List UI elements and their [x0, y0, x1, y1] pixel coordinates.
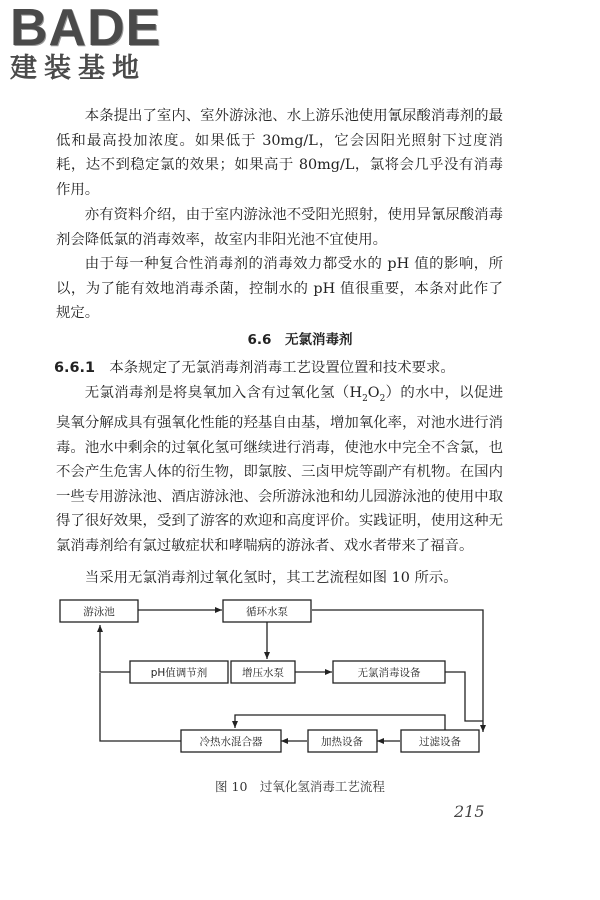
node-filter: [401, 730, 479, 752]
node-circulation-pump: [223, 600, 311, 622]
svg-text:冷热水混合器: 冷热水混合器: [199, 736, 263, 748]
paragraph-ph-control: 由于每一种复合性消毒剂的消毒效力都受水的 pH 值的影响，所以，为了能有效地消毒杀菌，控制水的 pH 值很重要，本条对此作了规定。: [56, 256, 503, 321]
paragraph-figure-reference: 当采用无氯消毒剂过氧化氢时，其工艺流程如图 10 所示。: [84, 570, 458, 586]
svg-text:无氯消毒设备: 无氯消毒设备: [357, 667, 421, 679]
clause-6-6-1: [54, 356, 503, 381]
section-title: 6.6 无氯消毒剂: [247, 332, 353, 348]
node-booster-pump: [231, 661, 295, 683]
paragraph-chlorine-free-intro: 无氯消毒剂是将臭氧加入含有过氧化氢$(H_2O_2)$的水中，以促进臭氧分解成具有强氧化性能的羟基自由基，增加氧化率，对池水进行消毒。池水中剩余的过氧化氢可继续进行消毒，使池水中完全不含氯，也不会产生危害人体的衍生物，即氯胺、三卤甲烷等副产有机物。在国内一些专用游泳池、酒店游泳池、会所游泳池和幼儿园游泳池的使用中取得了很好效果，受到了游客的欢迎和高度评价。实践证明，使用这种无氯消毒剂给有氯过敏症状和哮喘病的游泳者、戏水者带来了福音。: [56, 385, 503, 554]
clause-text: 本条规定了无氯消毒剂消毒工艺设置位置和技术要求。: [109, 360, 455, 376]
paragraph-indoor-pool: 亦有资料介绍，由于室内游泳池不受阳光照射，使用异氰尿酸消毒剂会降低氯的消毒效率，故室内非阳光池不宜使用。: [56, 207, 503, 248]
paragraph-cyanuric-dosage: 本条提出了室内、室外游泳池、水上游乐池使用氰尿酸消毒剂的最低和最高投加浓度。如果低于 30mg/L，它会因阳光照射下过度消耗，达不到稳定氯的效果；如果高于 80mg/L，氯将会几乎没有消毒作用。: [56, 108, 503, 198]
node-ph-regulator: [130, 661, 228, 683]
logo-text-cn: 建装基地: [10, 53, 146, 84]
site-logo: [10, 2, 161, 84]
process-flowchart: [55, 598, 505, 763]
node-pool: [60, 600, 138, 622]
node-chlorine-free-disinfection: [333, 661, 445, 683]
svg-text:增压水泵: 增压水泵: [242, 667, 284, 679]
node-heater: [308, 730, 377, 752]
svg-text:游泳池: 游泳池: [83, 606, 115, 618]
node-hot-cold-mixer: [181, 730, 281, 752]
figure-caption: 图 10 过氧化氢消毒工艺流程: [215, 779, 385, 794]
svg-text:循环水泵: 循环水泵: [246, 606, 288, 618]
clause-number: 6.6.1: [54, 360, 95, 376]
logo-text-en: BADE: [10, 0, 162, 57]
svg-text:加热设备: 加热设备: [321, 736, 363, 748]
page-number: 215: [454, 802, 485, 821]
svg-text:pH值调节剂: pH值调节剂: [150, 667, 208, 679]
svg-text:过滤设备: 过滤设备: [419, 736, 461, 748]
